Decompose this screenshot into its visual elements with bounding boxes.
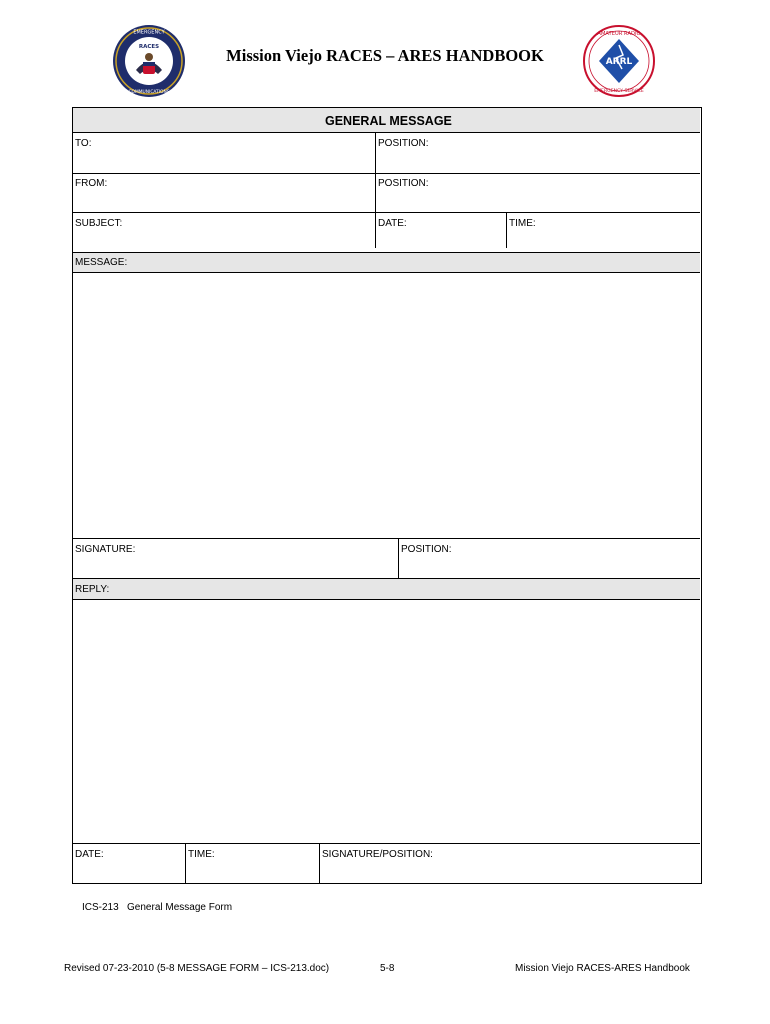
svg-text:EMERGENCY: EMERGENCY — [133, 29, 165, 36]
message-body-area[interactable] — [73, 273, 700, 538]
reply-date-label: DATE: — [75, 849, 104, 860]
signature-position-label: POSITION: — [401, 544, 452, 555]
svg-text:RACES: RACES — [138, 44, 160, 50]
form-caption: ICS-213 General Message Form — [82, 902, 233, 913]
time-label: TIME: — [509, 218, 536, 229]
footer-right: Mission Viejo RACES-ARES Handbook — [515, 963, 690, 974]
footer-page-number: 5-8 — [380, 963, 395, 974]
message-band — [73, 253, 700, 272]
form-title: GENERAL MESSAGE — [325, 114, 452, 128]
page-title: Mission Viejo RACES – ARES HANDBOOK — [226, 46, 544, 65]
reply-signature-position-label: SIGNATURE/POSITION: — [322, 849, 433, 860]
ares-logo — [583, 25, 655, 97]
svg-text:ARRL: ARRL — [605, 57, 633, 67]
to-label: TO: — [75, 138, 92, 149]
to-position-label: POSITION: — [378, 138, 429, 149]
from-label: FROM: — [75, 178, 108, 189]
general-message-form — [72, 107, 702, 884]
footer-left: Revised 07-23-2010 (5-8 MESSAGE FORM – ICS-213.doc) — [64, 963, 330, 974]
reply-time-label: TIME: — [188, 849, 215, 860]
date-label: DATE: — [378, 218, 407, 229]
svg-text:EMERGENCY SERVICE: EMERGENCY SERVICE — [594, 89, 644, 94]
reply-label: REPLY: — [75, 584, 110, 595]
subject-label: SUBJECT: — [75, 218, 123, 229]
svg-text:COMMUNICATIONS: COMMUNICATIONS — [128, 90, 170, 95]
signature-label: SIGNATURE: — [75, 544, 136, 555]
from-position-label: POSITION: — [378, 178, 429, 189]
reply-body-area[interactable] — [73, 600, 700, 842]
message-label: MESSAGE: — [75, 257, 128, 268]
reply-band — [73, 579, 700, 599]
svg-text:AMATEUR RADIO: AMATEUR RADIO — [597, 31, 641, 37]
